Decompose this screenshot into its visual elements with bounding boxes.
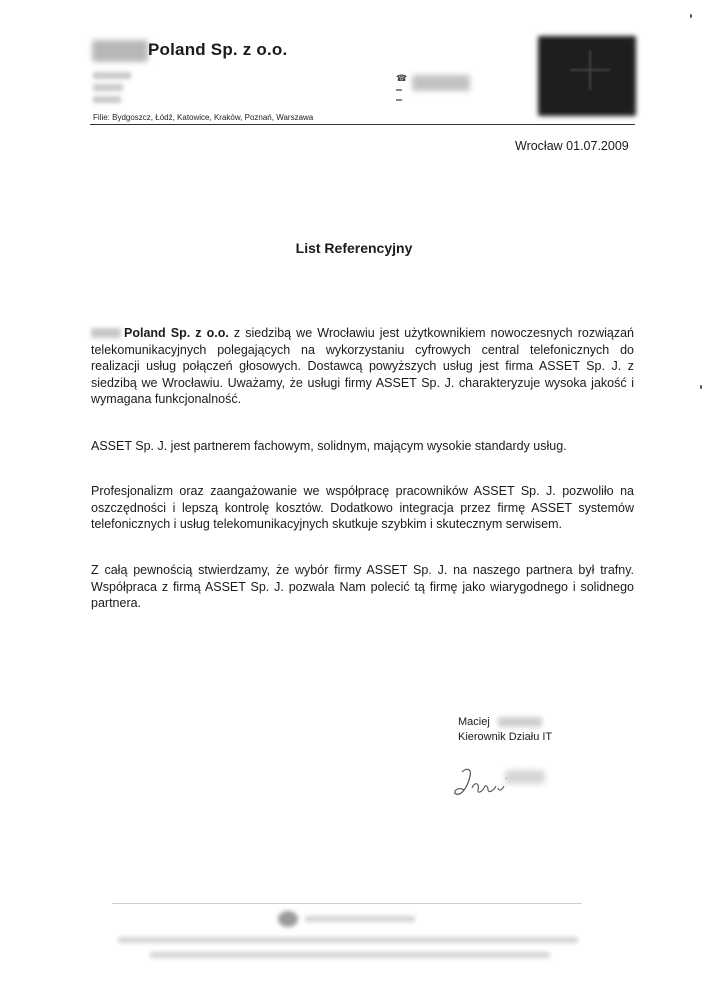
redacted-footer-line (118, 937, 578, 943)
scan-speck (690, 14, 692, 18)
signatory-first-name: Maciej (458, 716, 490, 728)
redacted-address-line (93, 84, 123, 91)
paragraph-3: Profesjonalizm oraz zaangażowanie we współpracę pracowników ASSET Sp. J. pozwoliło na oszczędności i lepszą kontrolę kosztów. Dodatkowo integracja przez firmę ASSET systemów telefonicznych i usług telekomunikacyjnych skutkuje szybkim i skutecznym serwisem. (91, 484, 634, 531)
redacted-brand-prefix (92, 40, 148, 62)
redacted-address-line (93, 72, 131, 79)
document-title: List Referencyjny (295, 240, 413, 256)
redacted-company-prefix (91, 328, 121, 338)
redacted-footer-line (150, 952, 550, 958)
paragraph-4: Z całą pewnością stwierdzamy, że wybór firmy ASSET Sp. J. na naszego partnera był trafny. Współpraca z firmą ASSET Sp. J. pozwala Nam polecić tą firmę jako wiarygodnego i solidnego partnera. (91, 563, 634, 610)
paragraph-1-text: z siedzibą we Wrocławiu jest użytkownikiem nowoczesnych rozwiązań telekomunikacyjnych polegających na wykorzystaniu cyfrowych central telefonicznych do realizacji usług połączeń głosowych. Dostawcą powyższych usług jest firma ASSET Sp. J. z siedzibą we Wrocławiu. Uważamy, że usługi firmy ASSET Sp. J. charakteryzuje wysoka jakość i wymagana funkcjonalność. (91, 326, 634, 406)
letterhead-company-name: Poland Sp. z o.o. (148, 40, 288, 59)
redacted-footer-line (305, 916, 415, 922)
footer-seal (278, 911, 298, 927)
redacted-surname (498, 717, 542, 727)
branches-line: Filie: Bydgoszcz, Łódź, Katowice, Kraków, Poznań, Warszawa (93, 113, 314, 122)
redacted-address-line (93, 96, 121, 103)
letterhead-divider (90, 124, 635, 125)
phone-icon: ☎ (396, 73, 407, 103)
signatory-role: Kierownik Działu IT (458, 731, 553, 743)
footer-divider (112, 903, 582, 904)
scan-speck (700, 385, 702, 389)
paragraph-2: ASSET Sp. J. jest partnerem fachowym, solidnym, mającym wysokie standardy usług. (91, 439, 567, 453)
paragraph-1 (91, 325, 634, 408)
logo-grid-mark (570, 50, 610, 90)
redacted-phone-number (412, 75, 470, 91)
redacted-signature-part (505, 770, 545, 784)
handwritten-signature (452, 760, 512, 810)
letter-date: Wrocław 01.07.2009 (515, 139, 629, 153)
paragraph-company-name: Poland Sp. z o.o. (124, 326, 229, 340)
